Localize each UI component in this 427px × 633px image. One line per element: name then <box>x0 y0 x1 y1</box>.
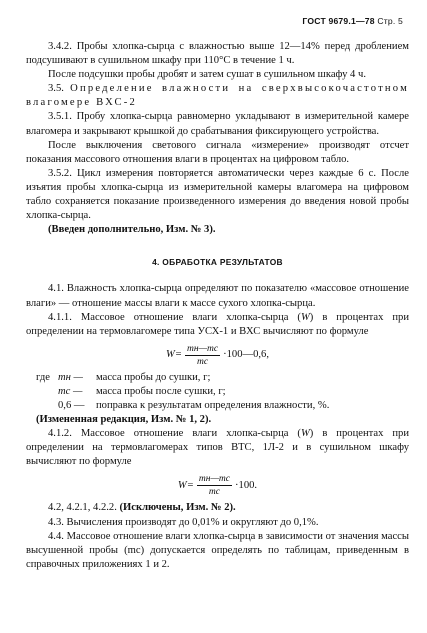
definition-text: масса пробы до сушки, г; <box>96 371 211 383</box>
formula-2-denominator: mc <box>208 487 220 498</box>
definition-text: поправка к результатам определения влажности, %. <box>96 399 330 411</box>
formula-2-lhs: W= <box>177 479 194 491</box>
definition-row <box>36 385 409 399</box>
paragraph-4-2-numbers: 4.2, 4.2.1, 4.2.2. <box>48 502 117 514</box>
paragraph-4-4: 4.4. Массовое отношение влаги хлопка-сырца в зависимости от значения массы высушенной пробы (mc) допускается определять по таблицам, приведенным в справочных приложениях 1 и 2. <box>26 530 409 570</box>
formula-2-rest: ·100. <box>235 479 258 491</box>
page-header <box>302 14 403 28</box>
variable-w: W <box>300 311 310 323</box>
definition-row <box>36 371 409 385</box>
section-4-title: 4. ОБРАБОТКА РЕЗУЛЬТАТОВ <box>152 257 283 268</box>
amendment-note-3: (Введен дополнительно, Изм. № 3). <box>48 224 216 236</box>
amendment-note-1-2: (Измененная редакция, Изм. № 1, 2). <box>36 414 212 426</box>
paragraph-4-1-1: 4.1.1. Массовое отношение влаги хлопка-сырца (W) в процентах при определении на термовлагомере типа УСХ-1 и ВХС вычисляют по формуле <box>26 311 409 337</box>
formula-2-numerator: mн—mc <box>198 474 230 485</box>
paragraph-4-1-2: 4.1.2. Массовое отношение влаги хлопка-сырца (W) в процентах при определении на термовлагомерах типов ВТС, 1Л-2 и в сушильном шкафу вычисляют по формуле <box>26 428 409 468</box>
formula-1-lhs: W= <box>166 349 182 361</box>
paragraph-4-2 <box>26 501 409 515</box>
paragraph-4-1: 4.1. Влажность хлопка-сырца определяют по показателю «массовое отношение влаги» — отношение массы влаги к массе сухого хлопка-сырца. <box>26 283 409 309</box>
paragraph-3-4-2: 3.4.2. Пробы хлопка-сырца с влажностью выше 12—14% перед дроблением подсушивают в сушильном шкафу при 110°С в течение 1 ч. <box>26 41 409 67</box>
definition-symbol: mc — <box>58 385 83 397</box>
section-3-5-number: 3.5. <box>48 83 64 95</box>
standard-number: ГОСТ 9679.1—78 <box>302 16 375 26</box>
paragraph-3-4-2-cont: После подсушки пробы дробят и затем сушат в сушильном шкафу 4 ч. <box>48 69 366 81</box>
document-body <box>26 40 409 572</box>
paragraph-3-5-1-cont: После выключения светового сигнала «измерение» производят отсчет показания массового отношения влаги в процентах на цифровом табло. <box>26 139 409 165</box>
definition-list <box>36 371 409 413</box>
paragraph-3-5-1: 3.5.1. Пробу хлопка-сырца равномерно укладывают в измерительной камере влагомера и закрывают крышкой до срабатывания фиксирующего устройства. <box>26 111 409 137</box>
formula-1 <box>26 343 409 368</box>
definition-row <box>36 399 409 413</box>
where-label: где <box>36 371 50 383</box>
paragraph-4-3: 4.3. Вычисления производят до 0,01% и округляют до 0,1%. <box>48 516 319 528</box>
section-3-5-heading <box>26 82 409 110</box>
section-3-5-title: Определение влажности на сверхвысокочастотном влагомере ВХС-2 <box>26 83 409 109</box>
formula-1-rest: ·100—0,6, <box>223 349 269 361</box>
formula-1-numerator: mн—mc <box>186 343 219 354</box>
variable-w: W <box>300 428 310 440</box>
page-number: Стр. 5 <box>377 16 403 26</box>
definition-text: масса пробы после сушки, г; <box>96 385 226 397</box>
formula-2-fraction <box>197 473 232 498</box>
paragraph-3-5-2: 3.5.2. Цикл измерения повторяется автоматически через каждые 6 с. После изъятия пробы хлопка-сырца из измерительной камеры влагомера на цифровом табло сохраняется показание произведенного измерения до введения новой пробы хлопка-сырца. <box>26 167 409 222</box>
formula-1-denominator: mc <box>197 356 209 367</box>
formula-2 <box>26 473 409 498</box>
definition-symbol: 0,6 — <box>58 399 85 411</box>
definition-symbol: mн — <box>58 371 83 383</box>
formula-1-fraction <box>185 343 220 368</box>
amendment-note-excluded: (Исключены, Изм. № 2). <box>119 502 236 514</box>
